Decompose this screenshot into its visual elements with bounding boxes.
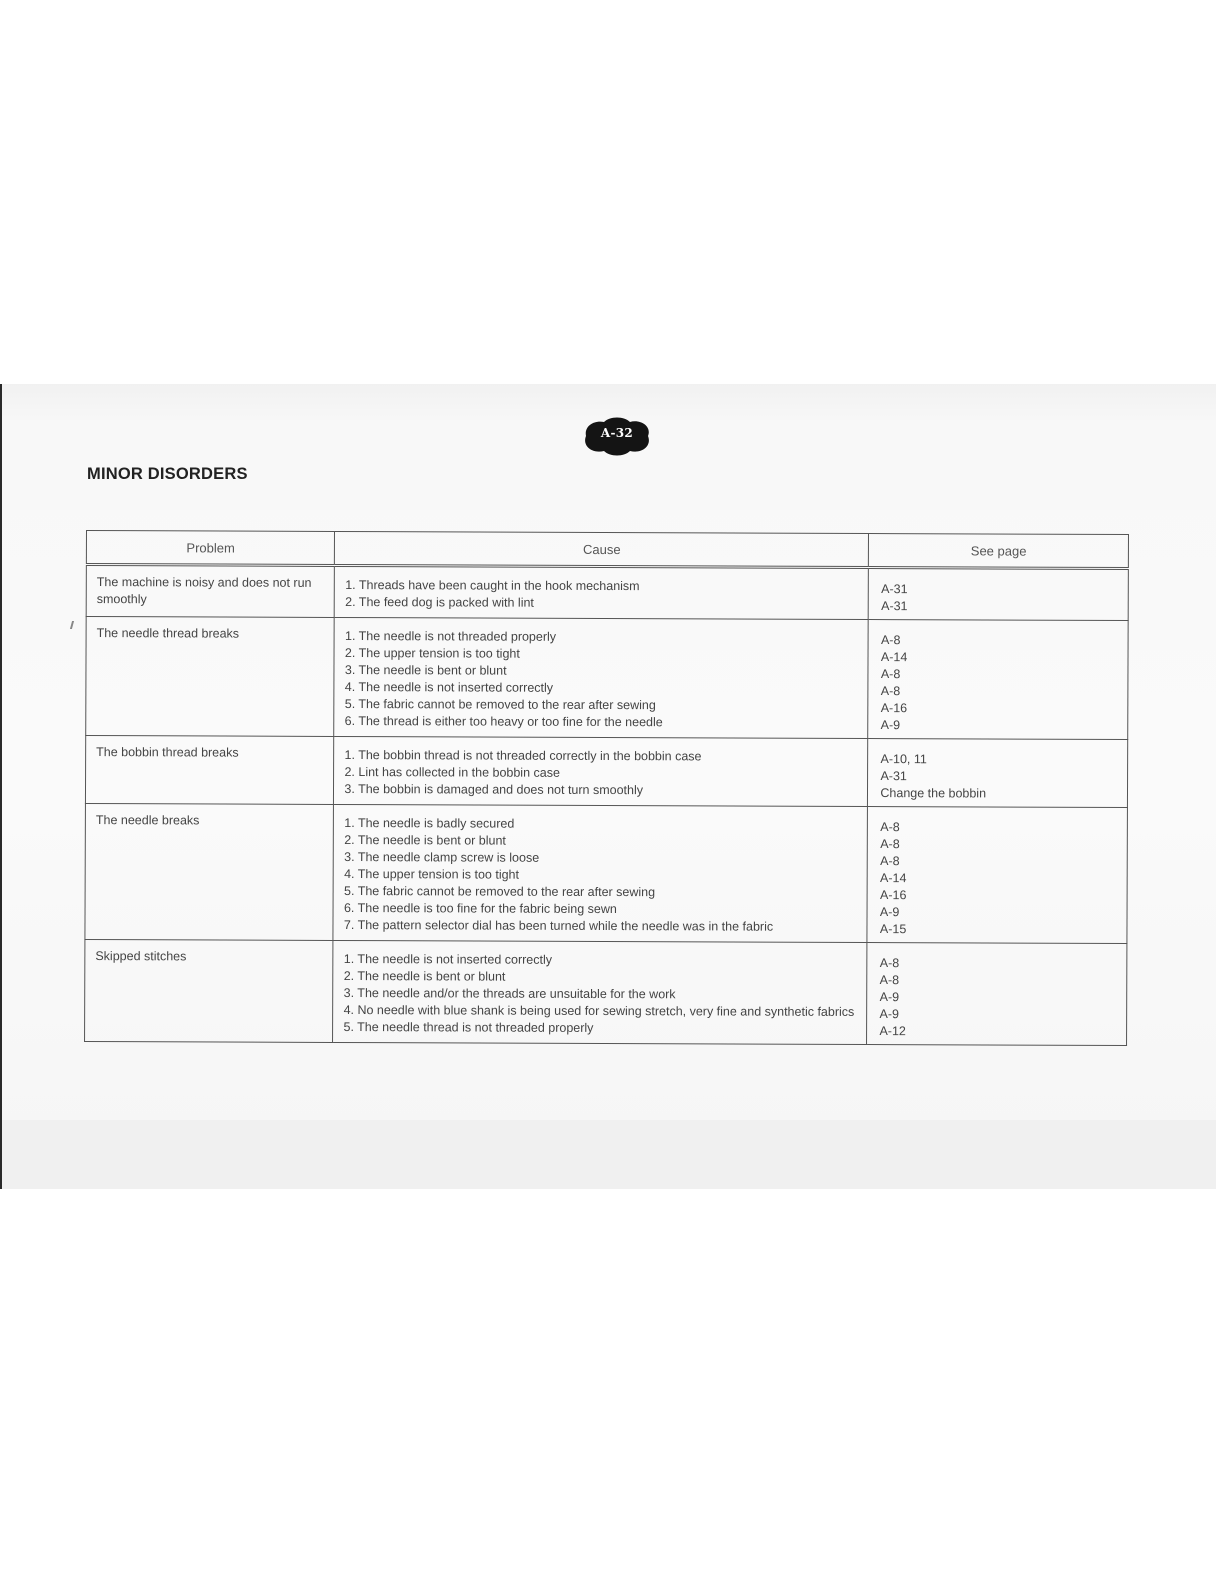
page-ref: A-8 xyxy=(880,633,901,648)
cause-cell xyxy=(333,804,868,942)
page-ref: A-31 xyxy=(881,582,908,597)
problem-cell: The machine is noisy and does not run smoothly xyxy=(86,565,335,618)
problem-cell: The needle breaks xyxy=(85,803,334,940)
cause-line: 4. The needle is not inserted correctly xyxy=(344,679,554,695)
page-ref: A-8 xyxy=(879,956,900,971)
cause-line: 6. The thread is either too heavy or too fine for the needle xyxy=(344,713,663,730)
cause-line: 3. The needle clamp screw is loose xyxy=(344,849,540,865)
scanned-page xyxy=(0,384,1216,1189)
page-ref: A-31 xyxy=(881,599,908,614)
cause-line: 2. The feed dog is packed with lint xyxy=(345,594,534,610)
scan-artifact-mark xyxy=(70,621,74,629)
problem-cell: The needle thread breaks xyxy=(86,617,335,737)
cause-line: 3. The needle and/or the threads are unsuitable for the work xyxy=(343,985,676,1002)
cause-line: 5. The fabric cannot be removed to the rear after sewing xyxy=(344,883,656,900)
troubleshooting-table xyxy=(84,530,1129,1046)
cause-cell xyxy=(335,565,869,619)
page-ref: A-9 xyxy=(879,990,900,1005)
cause-line: 1. The needle is not threaded properly xyxy=(344,628,557,644)
cause-line: 2. The needle is bent or blunt xyxy=(343,968,506,984)
page-ref: A-15 xyxy=(879,922,907,937)
cause-line: 7. The pattern selector dial has been turned while the needle was in the fabric xyxy=(343,917,774,934)
cause-line: 5. The fabric cannot be removed to the rear after sewing xyxy=(344,696,656,713)
table-row xyxy=(85,736,1127,808)
header-cause: Cause xyxy=(335,531,869,567)
page-ref: A-8 xyxy=(880,667,901,682)
page-ref-cell xyxy=(867,943,1127,1046)
page-ref-cell xyxy=(867,807,1127,944)
table-row xyxy=(85,939,1127,1045)
cause-line: 4. The upper tension is too tight xyxy=(344,866,520,882)
cause-line: 4. No needle with blue shank is being used for sewing stretch, very fine and synthetic fabrics xyxy=(343,1002,855,1019)
page-ref: Change the bobbin xyxy=(880,786,987,801)
cause-line: 1. Threads have been caught in the hook mechanism xyxy=(345,577,640,594)
page-ref: A-9 xyxy=(879,1007,900,1022)
table-row xyxy=(85,803,1128,943)
page-ref: A-16 xyxy=(879,888,907,903)
cause-line: 2. The upper tension is too tight xyxy=(344,645,520,661)
table-row xyxy=(86,565,1128,621)
page-ref: A-10, 11 xyxy=(880,752,927,767)
scan-shadow-band xyxy=(2,1120,1216,1189)
page-ref-cell xyxy=(869,568,1129,621)
page-ref: A-14 xyxy=(880,871,907,886)
cause-line: 5. The needle thread is not threaded properly xyxy=(343,1019,594,1035)
page-ref: A-12 xyxy=(879,1024,906,1039)
table-header-row xyxy=(86,531,1128,569)
page-ref-cell xyxy=(868,620,1128,740)
cause-line: 1. The needle is not inserted correctly xyxy=(343,951,553,967)
page-ref: A-31 xyxy=(880,769,907,784)
cause-line: 6. The needle is too fine for the fabric being sewn xyxy=(343,900,617,917)
cause-cell xyxy=(333,940,867,1044)
table-row xyxy=(86,617,1128,740)
page-ref: A-14 xyxy=(880,650,908,665)
page-number: A-32 xyxy=(600,426,634,440)
page-ref: A-16 xyxy=(880,701,908,716)
cause-line: 1. The bobbin thread is not threaded correctly in the bobbin case xyxy=(344,747,702,764)
page-ref: A-9 xyxy=(880,718,901,733)
page-number-badge xyxy=(580,414,654,458)
page-ref: A-8 xyxy=(880,854,900,869)
cause-line: 1. The needle is badly secured xyxy=(344,815,515,831)
page-ref: A-8 xyxy=(880,684,901,699)
cause-line: 2. The needle is bent or blunt xyxy=(344,832,506,848)
section-title: MINOR DISORDERS xyxy=(87,465,248,483)
cause-cell xyxy=(334,617,868,738)
header-see-page: See page xyxy=(869,534,1129,569)
problem-cell: Skipped stitches xyxy=(85,939,334,1042)
page-ref-cell xyxy=(868,739,1128,808)
cause-line: 2. Lint has collected in the bobbin case xyxy=(344,764,560,780)
cause-cell xyxy=(334,736,868,806)
page-ref: A-9 xyxy=(879,905,900,920)
page-ref: A-8 xyxy=(880,820,900,835)
page-ref: A-8 xyxy=(879,973,900,988)
cause-line: 3. The bobbin is damaged and does not turn smoothly xyxy=(344,781,644,798)
header-problem: Problem xyxy=(86,531,335,566)
cause-line: 3. The needle is bent or blunt xyxy=(344,662,507,678)
page-ref: A-8 xyxy=(880,837,900,852)
problem-cell: The bobbin thread breaks xyxy=(85,736,334,805)
